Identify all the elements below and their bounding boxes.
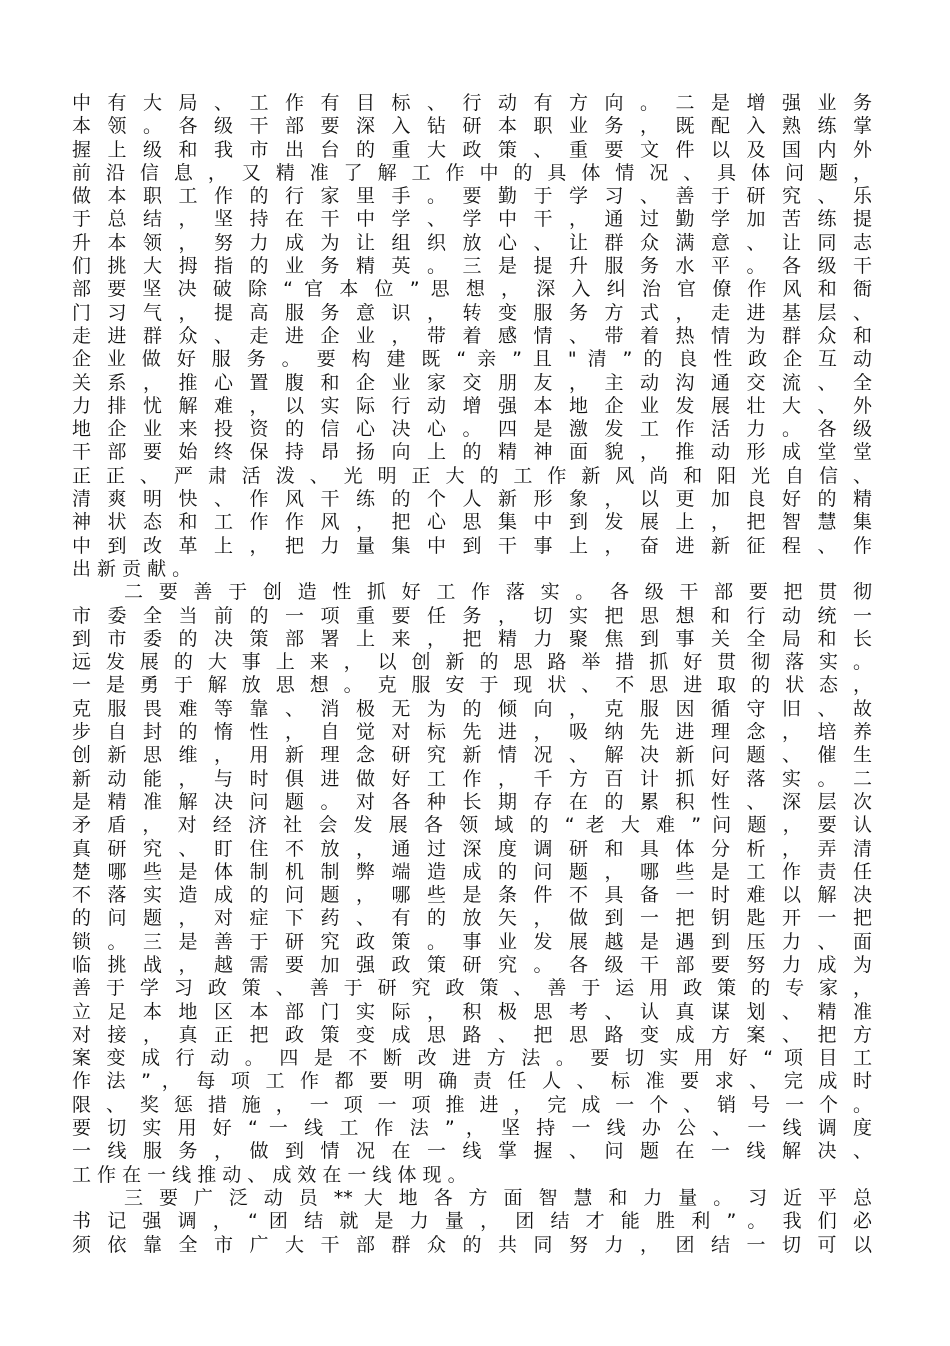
text-line: 案 变 成 行 动 。 四 是 不 断 改 进 方 法 。 要 切 实 用 好 “ 项 目 工 — [72, 1047, 872, 1070]
text-line: 本 领 。 各 级 干 部 要 深 入 钻 研 本 职 业 务 ， 既 配 入 熟 练 掌 — [72, 115, 872, 138]
text-line: 的 问 题 ， 对 症 下 药 、 有 的 放 矢 ， 做 到 一 把 钥 匙 开 一 把 — [72, 907, 872, 930]
text-line: 须 依 靠 全 市 广 大 干 部 群 众 的 共 同 努 力 ， 团 结 一 切 可 以 — [72, 1233, 872, 1256]
text-line: 矛 盾 ， 对 经 济 社 会 发 展 各 领 域 的 “ 老 大 难 ” 问 题 ， 要 认 — [72, 814, 872, 837]
text-line: 远 发 展 的 大 事 上 来 ， 以 创 新 的 思 路 举 措 抓 好 贯 彻 落 实 。 — [72, 651, 872, 674]
text-line: 部 要 坚 决 破 除 “ 官 本 位 ” 思 想 ， 深 入 纠 治 官 僚 作 风 和 衙 — [72, 278, 872, 301]
text-line: 中 有 大 局 、 工 作 有 目 标 、 行 动 有 方 向 。 二 是 增 强 业 务 — [72, 92, 872, 114]
text-line: 前 沿 信 息 ， 又 精 准 了 解 工 作 中 的 具 体 情 况 、 具 体 问 题 ， — [72, 161, 872, 184]
text-line: 企 业 做 好 服 务 。 要 构 建 既 “ 亲 ” 且 " 清 ” 的 良 性 政 企 互 动 — [72, 348, 872, 371]
text-line: 走 进 群 众 、 走 进 企 业 ， 带 着 感 情 、 带 着 热 情 为 群 众 和 — [72, 324, 872, 347]
text-line: 干 部 要 始 终 保 持 昂 扬 向 上 的 精 神 面 貌 ， 推 动 形 成 堂 堂 — [72, 441, 872, 464]
text-line: 握 上 级 和 我 市 出 台 的 重 大 政 策 、 重 要 文 件 以 及 国 内 外 — [72, 138, 872, 161]
text-line: 市 委 全 当 前 的 一 项 重 要 任 务 ， 切 实 把 思 想 和 行 动 统 一 — [72, 604, 872, 627]
text-line: 锁 。 三 是 善 于 研 究 政 策 。 事 业 发 展 越 是 遇 到 压 力 、 面 — [72, 930, 872, 953]
text-line: 关 系 ， 推 心 置 腹 和 企 业 家 交 朋 友 ， 主 动 沟 通 交 流 、 全 — [72, 371, 872, 394]
text-line: 作 法 ” ， 每 项 工 作 都 要 明 确 责 任 人 、 标 准 要 求 、 完 成 时 — [72, 1070, 872, 1093]
text-line: 门 习 气 ， 提 高 服 务 意 识 ， 转 变 服 务 方 式 ， 走 进 基 层 、 — [72, 301, 872, 324]
text-line: 新 动 能 ， 与 时 俱 进 做 好 工 作 ， 千 方 百 计 抓 好 落 实 。 二 — [72, 767, 872, 790]
text-line: 书 记 强 调 ， “ 团 结 就 是 力 量 ， 团 结 才 能 胜 利 ” 。 我 们 必 — [72, 1210, 872, 1233]
text-line: 真 研 究 、 盯 住 不 放 ， 通 过 深 度 调 研 和 具 体 分 析 ， 弄 清 — [72, 837, 872, 860]
text-line: 中 到 改 革 上 ， 把 力 量 集 中 到 干 事 上 ， 奋 进 新 征 程 、 作 — [72, 534, 872, 557]
text-line: 要 切 实 用 好 “ 一 线 工 作 法 ” ， 坚 持 一 线 办 公 、 一 线 调 度 — [72, 1117, 872, 1140]
text-line: 立 足 本 地 区 本 部 门 实 际 ， 积 极 思 考 、 认 真 谋 划 、 精 准 — [72, 1000, 872, 1023]
text-line: 一 是 勇 于 解 放 思 想 。 克 服 安 于 现 状 、 不 思 进 取 的 状 态 ， — [72, 674, 872, 697]
text-line: 善 于 学 习 政 策 、 善 于 研 究 政 策 、 善 于 运 用 政 策 的 专 家 ， — [72, 977, 872, 1000]
text-line: 一 线 服 务 ， 做 到 情 况 在 一 线 掌 握 、 问 题 在 一 线 解 决 、 — [72, 1140, 872, 1163]
text-line: 步 自 封 的 惰 性 ， 自 觉 对 标 先 进 ， 吸 纳 先 进 理 念 ， 培 养 — [72, 721, 872, 744]
document-body — [72, 92, 872, 1257]
text-line: 于 总 结 ， 坚 持 在 干 中 学 、 学 中 干 ， 通 过 勤 学 加 苦 练 提 — [72, 208, 872, 231]
text-line: 到 市 委 的 决 策 部 署 上 来 ， 把 精 力 聚 焦 到 事 关 全 局 和 长 — [72, 627, 872, 650]
text-line: 力 排 忧 解 难 ， 以 实 际 行 动 增 强 本 地 企 业 发 展 壮 大 、 外 — [72, 394, 872, 417]
text-line: 是 精 准 解 决 问 题 。 对 各 种 长 期 存 在 的 累 积 性 、 深 层 次 — [72, 790, 872, 813]
text-line: 限 、 奖 惩 措 施 ， 一 项 一 项 推 进 ， 完 成 一 个 、 销 号 一 个 。 — [72, 1093, 872, 1116]
text-line: 临 挑 战 ， 越 需 要 加 强 政 策 研 究 。 各 级 干 部 要 努 力 成 为 — [72, 953, 872, 976]
text-line: 不 落 实 造 成 的 问 题 ， 哪 些 是 条 件 不 具 备 一 时 难 以 解 决 — [72, 884, 872, 907]
text-line: 三 要 广 泛 动 员 ** 大 地 各 方 面 智 慧 和 力 量 。 习 近 平 总 — [124, 1186, 872, 1209]
text-line: 做 本 职 工 作 的 行 家 里 手 。 要 勤 于 学 习 、 善 于 研 究 、 乐 — [72, 185, 872, 208]
text-line: 工 作 在 一 线 推 动 、 成 效 在 一 线 体 现 。 — [72, 1163, 467, 1186]
text-line: 楚 哪 些 是 体 制 机 制 弊 端 造 成 的 问 题 ， 哪 些 是 工 作 责 任 — [72, 860, 872, 883]
text-line: 二 要 善 于 创 造 性 抓 好 工 作 落 实 。 各 级 干 部 要 把 贯 彻 — [124, 581, 872, 604]
text-line: 地 企 业 来 投 资 的 信 心 决 心 。 四 是 激 发 工 作 活 力 。 各 级 — [72, 418, 872, 441]
text-line: 神 状 态 和 工 作 作 风 ， 把 心 思 集 中 到 发 展 上 ， 把 智 慧 集 — [72, 511, 872, 534]
text-line: 对 接 ， 真 正 把 政 策 变 成 思 路 、 把 思 路 变 成 方 案 、 把 方 — [72, 1023, 872, 1046]
text-line: 正 正 、 严 肃 活 泼 、 光 明 正 大 的 工 作 新 风 尚 和 阳 光 自 信 、 — [72, 464, 872, 487]
text-line: 清 爽 明 快 、 作 风 干 练 的 个 人 新 形 象 ， 以 更 加 良 好 的 精 — [72, 488, 872, 511]
text-line: 升 本 领 ， 努 力 成 为 让 组 织 放 心 、 让 群 众 满 意 、 让 同 志 — [72, 231, 872, 254]
text-line: 们 挑 大 拇 指 的 业 务 精 英 。 三 是 提 升 服 务 水 平 。 各 级 干 — [72, 255, 872, 278]
text-line: 出 新 贡 献 。 — [72, 557, 192, 580]
text-line: 克 服 畏 难 等 靠 、 消 极 无 为 的 倾 向 ， 克 服 因 循 守 旧 、 故 — [72, 697, 872, 720]
text-line: 创 新 思 维 ， 用 新 理 念 研 究 新 情 况 、 解 决 新 问 题 、 催 生 — [72, 744, 872, 767]
